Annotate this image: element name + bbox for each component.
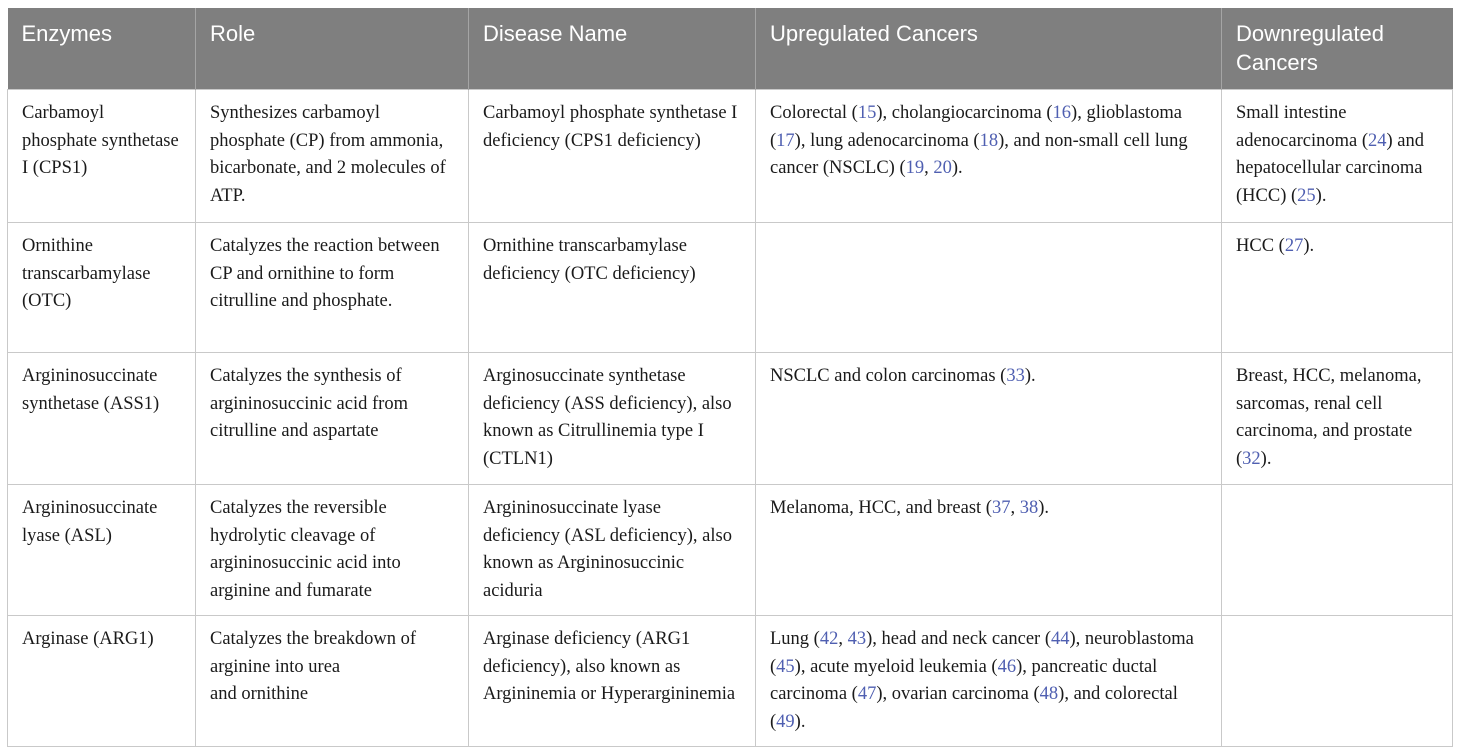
cell-role: Synthesizes carbamoyl phosphate (CP) from ammonia, bicarbonate, and 2 molecules of ATP. xyxy=(196,90,469,223)
reference-link[interactable]: 46 xyxy=(997,656,1017,677)
cell-role: Catalyzes the reversible hydrolytic cleavage of argininosuccinic acid into arginine and fumarate xyxy=(196,485,469,616)
text: ). xyxy=(794,711,806,732)
text: Melanoma, HCC, and breast ( xyxy=(770,498,992,518)
table-row xyxy=(8,616,1453,747)
cell-disease: Arginase deficiency (ARG1 deficiency), also known as Argininemia or Hyperargininemia xyxy=(469,616,756,747)
cell-downregulated xyxy=(1222,616,1453,747)
reference-link[interactable]: 49 xyxy=(776,711,795,732)
text: , xyxy=(838,629,848,649)
table-container xyxy=(7,8,1452,747)
cell-disease: Carbamoyl phosphate synthetase I deficiency (CPS1 deficiency) xyxy=(469,90,756,223)
cell-disease: Ornithine transcarbamylase deficiency (OTC deficiency) xyxy=(469,223,756,353)
table-row xyxy=(8,90,1453,223)
reference-link[interactable]: 38 xyxy=(1019,498,1039,518)
cell-disease: Arginosuccinate synthetase deficiency (ASS deficiency), also known as Citrullinemia type I (CTLN1) xyxy=(469,353,756,485)
text: ), head and neck cancer ( xyxy=(866,629,1051,649)
cell-role: Catalyzes the synthesis of argininosuccinic acid from citrulline and aspartate xyxy=(196,353,469,485)
text: ), cholangiocarcinoma ( xyxy=(876,103,1053,123)
cell-downregulated xyxy=(1222,90,1453,223)
reference-link[interactable]: 42 xyxy=(819,629,839,649)
cell-enzyme: Carbamoyl phosphate synthetase I (CPS1) xyxy=(8,90,196,223)
reference-link[interactable]: 17 xyxy=(776,130,795,151)
cell-downregulated xyxy=(1222,353,1453,485)
reference-link[interactable]: 48 xyxy=(1039,684,1059,704)
reference-link[interactable]: 19 xyxy=(905,158,925,178)
text: Catalyzes the breakdown of arginine into urea xyxy=(210,629,416,677)
text: , xyxy=(924,158,934,178)
cell-upregulated xyxy=(756,353,1222,485)
text: Colorectal ( xyxy=(770,103,858,123)
reference-link[interactable]: 43 xyxy=(847,629,867,649)
cell-enzyme: Argininosuccinate lyase (ASL) xyxy=(8,485,196,616)
text: ). xyxy=(1024,366,1036,386)
text: ). xyxy=(1315,185,1327,206)
header-enzymes: Enzymes xyxy=(8,8,196,90)
table-row xyxy=(8,353,1453,485)
reference-link[interactable]: 25 xyxy=(1297,185,1316,206)
text: ), ovarian carcinoma ( xyxy=(876,684,1040,704)
reference-link[interactable]: 44 xyxy=(1050,629,1070,649)
reference-link[interactable]: 47 xyxy=(857,684,877,704)
table-row xyxy=(8,485,1453,616)
reference-link[interactable]: 27 xyxy=(1284,236,1304,256)
text: ). xyxy=(1038,498,1049,518)
cell-downregulated xyxy=(1222,485,1453,616)
text: ). xyxy=(951,158,963,178)
text: NSCLC and colon carcinomas ( xyxy=(770,366,1007,386)
reference-link[interactable]: 16 xyxy=(1052,103,1072,123)
text: ), neuroblastoma ( xyxy=(770,629,1194,677)
text: ), and colorectal ( xyxy=(770,684,1178,732)
cell-enzyme: Arginase (ARG1) xyxy=(8,616,196,747)
reference-link[interactable]: 33 xyxy=(1006,366,1025,386)
reference-link[interactable]: 45 xyxy=(776,656,795,677)
text: ). xyxy=(1260,448,1272,469)
text: ), glioblastoma ( xyxy=(770,103,1183,151)
reference-link[interactable]: 37 xyxy=(991,498,1011,518)
text: and ornithine xyxy=(210,684,309,704)
cell-downregulated xyxy=(1222,223,1453,353)
cell-role: Catalyzes the reaction between CP and ornithine to form citrulline and phosphate. xyxy=(196,223,469,353)
cell-upregulated xyxy=(756,223,1222,353)
reference-link[interactable]: 24 xyxy=(1368,130,1387,151)
table-row xyxy=(8,223,1453,353)
cell-upregulated xyxy=(756,485,1222,616)
reference-link[interactable]: 15 xyxy=(857,103,877,123)
text: ). xyxy=(1303,236,1315,256)
cell-disease: Argininosuccinate lyase deficiency (ASL deficiency), also known as Argininosuccinic aciduria xyxy=(469,485,756,616)
reference-link[interactable]: 32 xyxy=(1242,448,1261,469)
text: Lung ( xyxy=(770,629,820,649)
text: , xyxy=(1010,498,1020,518)
cell-role xyxy=(196,616,469,747)
text: ) and hepatocellular carcinoma (HCC) ( xyxy=(1236,130,1424,206)
cell-enzyme: Argininosuccinate synthetase (ASS1) xyxy=(8,353,196,485)
urea-cycle-enzymes-table xyxy=(7,8,1453,747)
text: ), pancreatic ductal carcinoma ( xyxy=(770,656,1158,704)
text: HCC ( xyxy=(1236,236,1285,256)
text: Small intestine adenocarcinoma ( xyxy=(1236,103,1368,151)
cell-enzyme: Ornithine transcarbamylase (OTC) xyxy=(8,223,196,353)
text: ), lung adenocarcinoma ( xyxy=(794,130,980,151)
text: Breast, HCC, melanoma, sarcomas, renal cell carcinoma, and prostate ( xyxy=(1236,366,1422,469)
header-downregulated-cancers: Downregulated Cancers xyxy=(1222,8,1453,90)
cell-upregulated xyxy=(756,616,1222,747)
header-row xyxy=(8,8,1453,90)
header-disease-name: Disease Name xyxy=(469,8,756,90)
reference-link[interactable]: 20 xyxy=(933,158,952,178)
cell-upregulated xyxy=(756,90,1222,223)
text: ), acute myeloid leukemia ( xyxy=(794,656,998,677)
reference-link[interactable]: 18 xyxy=(979,130,999,151)
header-upregulated-cancers: Upregulated Cancers xyxy=(756,8,1222,90)
header-role: Role xyxy=(196,8,469,90)
text: ), and non-small cell lung cancer (NSCLC) ( xyxy=(770,130,1188,178)
